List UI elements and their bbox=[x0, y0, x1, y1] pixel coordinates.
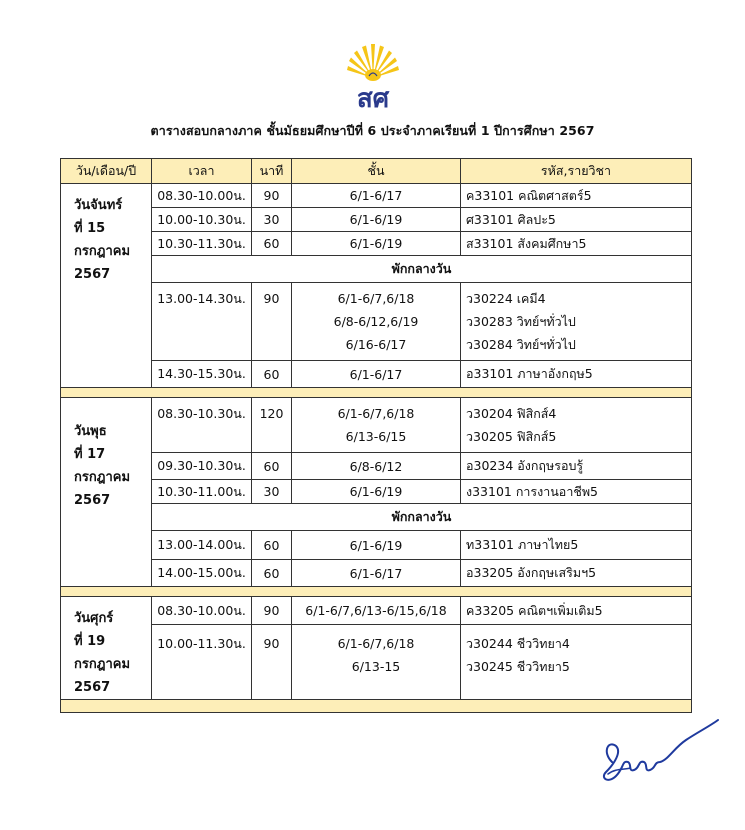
header-class: ชั้น bbox=[292, 159, 461, 184]
subject-cell bbox=[461, 398, 692, 453]
day-cell-monday bbox=[61, 184, 152, 388]
minutes-cell: 60 bbox=[252, 232, 292, 256]
time-cell: 10.30-11.30น. bbox=[152, 232, 252, 256]
day-name: วันพุธ bbox=[74, 424, 107, 439]
day-date: ที่ 17 bbox=[74, 447, 106, 462]
subject-line: ว30284 วิทย์ฯทั่วไป bbox=[466, 337, 576, 352]
class-cell: 6/1-6/19 bbox=[292, 531, 461, 560]
lunch-break-label: พักกลางวัน bbox=[152, 504, 692, 531]
subject-line: ว30283 วิทย์ฯทั่วไป bbox=[466, 314, 576, 329]
time-cell: 08.30-10.00น. bbox=[152, 184, 252, 208]
day-month: กรกฎาคม bbox=[74, 470, 131, 485]
class-cell: 6/8-6/12 bbox=[292, 453, 461, 480]
subject-cell: ส33101 สังคมศึกษา5 bbox=[461, 232, 692, 256]
minutes-cell: 30 bbox=[252, 208, 292, 232]
day-month: กรกฎาคม bbox=[74, 244, 131, 259]
lunch-row bbox=[61, 504, 692, 531]
header-subject: รหัส,รายวิชา bbox=[461, 159, 692, 184]
table-row bbox=[61, 625, 692, 700]
class-cell: 6/1-6/17 bbox=[292, 361, 461, 388]
subject-cell: ค33205 คณิตฯเพิ่มเติม5 bbox=[461, 597, 692, 625]
page-title: ตารางสอบกลางภาค ชั้นมัธยมศึกษาปีที่ 6 ประจำภาคเรียนที่ 1 ปีการศึกษา 2567 bbox=[150, 123, 595, 138]
minutes-text: 90 bbox=[263, 291, 280, 306]
table-row bbox=[61, 480, 692, 504]
time-text: 13.00-14.30น. bbox=[157, 291, 246, 306]
day-cell-friday bbox=[61, 597, 152, 700]
subject-cell: ท33101 ภาษาไทย5 bbox=[461, 531, 692, 560]
class-line: 6/13-6/15 bbox=[345, 429, 407, 444]
subject-cell bbox=[461, 283, 692, 361]
time-cell: 14.30-15.30น. bbox=[152, 361, 252, 388]
logo-lettering: สศ bbox=[356, 84, 390, 110]
table-row bbox=[61, 597, 692, 625]
minutes-text: 120 bbox=[259, 406, 284, 421]
time-cell bbox=[152, 283, 252, 361]
table-row bbox=[61, 398, 692, 453]
class-cell: 6/1-6/7,6/13-6/15,6/18 bbox=[292, 597, 461, 625]
minutes-cell: 90 bbox=[252, 184, 292, 208]
time-cell: 10.00-10.30น. bbox=[152, 208, 252, 232]
subject-cell: ง33101 การงานอาชีพ5 bbox=[461, 480, 692, 504]
school-logo bbox=[345, 38, 401, 110]
subject-line: ว30244 ชีววิทยา4 bbox=[466, 636, 570, 652]
time-cell: 08.30-10.00น. bbox=[152, 597, 252, 625]
minutes-text: 90 bbox=[263, 636, 280, 652]
lunch-break-label: พักกลางวัน bbox=[152, 256, 692, 283]
table-row bbox=[61, 453, 692, 480]
header-date: วัน/เดือน/ปี bbox=[61, 159, 152, 184]
subject-line: ว30245 ชีววิทยา5 bbox=[466, 659, 570, 675]
signature bbox=[594, 700, 724, 790]
time-text: 10.00-11.30น. bbox=[157, 636, 246, 652]
table-row bbox=[61, 283, 692, 361]
time-cell: 13.00-14.00น. bbox=[152, 531, 252, 560]
day-month: กรกฎาคม bbox=[74, 657, 131, 672]
header-time: เวลา bbox=[152, 159, 252, 184]
time-text: 08.30-10.30น. bbox=[157, 406, 246, 421]
table-row bbox=[61, 361, 692, 388]
class-cell bbox=[292, 625, 461, 700]
table-row bbox=[61, 531, 692, 560]
subject-cell: อ30234 อังกฤษรอบรู้ bbox=[461, 453, 692, 480]
class-line: 6/1-6/7,6/18 bbox=[337, 636, 415, 652]
table-row bbox=[61, 184, 692, 208]
day-separator bbox=[61, 388, 692, 398]
time-cell bbox=[152, 625, 252, 700]
subject-cell: อ33101 ภาษาอังกฤษ5 bbox=[461, 361, 692, 388]
subject-cell bbox=[461, 625, 692, 700]
class-line: 6/13-15 bbox=[351, 659, 401, 675]
table-row bbox=[61, 560, 692, 587]
minutes-cell: 60 bbox=[252, 453, 292, 480]
subject-cell: อ33205 อังกฤษเสริมฯ5 bbox=[461, 560, 692, 587]
minutes-cell: 90 bbox=[252, 597, 292, 625]
minutes-cell: 30 bbox=[252, 480, 292, 504]
time-cell: 09.30-10.30น. bbox=[152, 453, 252, 480]
minutes-cell bbox=[252, 625, 292, 700]
minutes-cell: 60 bbox=[252, 531, 292, 560]
lunch-row bbox=[61, 256, 692, 283]
table-row bbox=[61, 208, 692, 232]
subject-cell: ค33101 คณิตศาสตร์5 bbox=[461, 184, 692, 208]
day-year: 2567 bbox=[74, 680, 111, 695]
day-year: 2567 bbox=[74, 493, 111, 508]
exam-schedule-table bbox=[60, 158, 692, 713]
day-name: วันศุกร์ bbox=[74, 611, 114, 626]
class-cell: 6/1-6/19 bbox=[292, 208, 461, 232]
subject-line: ว30224 เคมี4 bbox=[466, 291, 546, 306]
minutes-cell bbox=[252, 283, 292, 361]
subject-cell: ศ33101 ศิลปะ5 bbox=[461, 208, 692, 232]
class-cell: 6/1-6/17 bbox=[292, 184, 461, 208]
day-date: ที่ 19 bbox=[74, 634, 106, 649]
class-cell: 6/1-6/19 bbox=[292, 480, 461, 504]
day-name: วันจันทร์ bbox=[74, 198, 123, 213]
time-cell: 10.30-11.00น. bbox=[152, 480, 252, 504]
table-header-row bbox=[61, 159, 692, 184]
class-cell: 6/1-6/19 bbox=[292, 232, 461, 256]
sun-rays-icon bbox=[347, 44, 399, 81]
minutes-cell: 60 bbox=[252, 361, 292, 388]
table-row bbox=[61, 232, 692, 256]
minutes-cell: 60 bbox=[252, 560, 292, 587]
time-cell: 14.00-15.00น. bbox=[152, 560, 252, 587]
header-minutes: นาที bbox=[252, 159, 292, 184]
day-cell-wednesday bbox=[61, 398, 152, 587]
time-cell bbox=[152, 398, 252, 453]
class-cell bbox=[292, 398, 461, 453]
class-line: 6/1-6/7,6/18 bbox=[337, 291, 415, 306]
subject-line: ว30204 ฟิสิกส์4 bbox=[466, 406, 557, 421]
subject-line: ว30205 ฟิสิกส์5 bbox=[466, 429, 557, 444]
class-line: 6/16-6/17 bbox=[345, 337, 407, 352]
class-line: 6/8-6/12,6/19 bbox=[333, 314, 419, 329]
day-date: ที่ 15 bbox=[74, 221, 106, 236]
class-line: 6/1-6/7,6/18 bbox=[337, 406, 415, 421]
minutes-cell bbox=[252, 398, 292, 453]
day-separator bbox=[61, 587, 692, 597]
class-cell bbox=[292, 283, 461, 361]
day-year: 2567 bbox=[74, 267, 111, 282]
class-cell: 6/1-6/17 bbox=[292, 560, 461, 587]
